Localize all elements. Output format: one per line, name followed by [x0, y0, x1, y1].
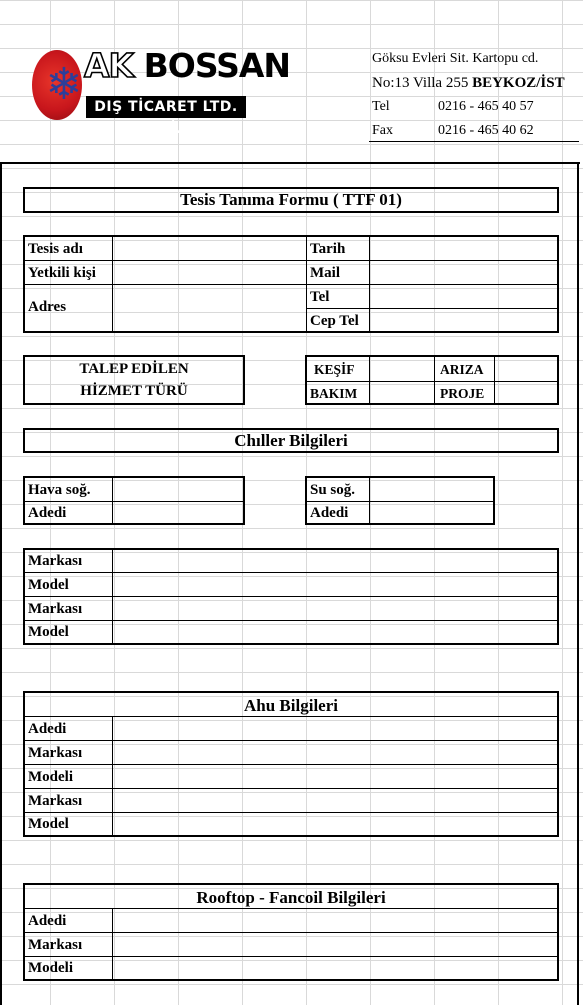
tel-field[interactable]: [371, 286, 557, 307]
mail-field[interactable]: [371, 262, 557, 283]
su-sog-field[interactable]: [371, 478, 493, 500]
tesis-adi-field[interactable]: [114, 237, 305, 259]
address-line-1: Göksu Evleri Sit. Kartopu cd.: [372, 51, 539, 66]
hava-sog-label: Hava soğ.: [28, 482, 91, 498]
address-line-2: [372, 75, 565, 92]
ahu-title: Ahu Bilgileri: [244, 696, 338, 715]
ahu-row-divider: [23, 812, 559, 813]
chiller-model-1-field[interactable]: [114, 574, 557, 595]
info-row-divider: [112, 284, 306, 285]
ahu-markasi-1-label: Markası: [28, 745, 83, 761]
chiller-markasi-2-label: Markası: [28, 601, 83, 617]
rooftop-row-divider: [23, 908, 559, 909]
ahu-markasi-1-field[interactable]: [114, 742, 557, 763]
service-col-divider: [434, 355, 435, 405]
form-title: Tesis Tanıma Formu ( TTF 01): [180, 190, 402, 209]
frame-top: [0, 162, 580, 164]
ariza-label: ARIZA: [440, 362, 484, 377]
rooftop-markasi-label: Markası: [28, 937, 83, 953]
fax-label: Fax: [372, 123, 393, 138]
ahu-adedi-label: Adedi: [28, 721, 67, 737]
ahu-row-divider: [23, 788, 559, 789]
su-sog-row-divider: [305, 501, 495, 502]
tel-value: 0216 - 465 40 57: [438, 99, 534, 114]
ariza-checkbox[interactable]: [496, 357, 557, 380]
chiller-model-2-label: Model: [28, 624, 69, 640]
rooftop-modeli-field[interactable]: [114, 958, 557, 979]
info-row-divider: [23, 284, 112, 285]
yetkili-kisi-label: Yetkili kişi: [28, 265, 96, 281]
service-type-label-2: HİZMET TÜRÜ: [80, 383, 188, 399]
ahu-row-divider: [23, 764, 559, 765]
ahu-row-divider: [23, 740, 559, 741]
chiller-markasi-2-field[interactable]: [114, 598, 557, 619]
cep-tel-field[interactable]: [371, 310, 557, 331]
chiller-markasi-1-label: Markası: [28, 553, 83, 569]
chiller-model-2-field[interactable]: [114, 622, 557, 643]
adres-label: Adres: [28, 299, 67, 315]
chiller-row-divider: [23, 596, 559, 597]
rooftop-col-divider: [112, 908, 113, 980]
logo-ak: AK: [84, 46, 134, 85]
company-logo: [84, 46, 290, 85]
su-adedi-label: Adedi: [310, 505, 349, 521]
fax-value: 0216 - 465 40 62: [438, 123, 534, 138]
su-adedi-field[interactable]: [371, 503, 493, 523]
snowflake-icon: ❄: [45, 59, 83, 110]
tel-field-label: Tel: [310, 289, 330, 305]
rooftop-row-divider: [23, 956, 559, 957]
ahu-row-divider: [23, 716, 559, 717]
info-row-divider: [23, 260, 559, 261]
rooftop-adedi-field[interactable]: [114, 910, 557, 931]
chiller-markasi-1-field[interactable]: [114, 550, 557, 571]
cep-tel-label: Cep Tel: [310, 313, 359, 329]
ahu-model-field[interactable]: [114, 814, 557, 835]
rooftop-row-divider: [23, 932, 559, 933]
mail-label: Mail: [310, 265, 340, 281]
adres-field[interactable]: [114, 286, 305, 331]
service-row-divider: [305, 381, 559, 382]
info-row-divider: [306, 284, 559, 285]
service-type-label-1: TALEP EDİLEN: [79, 361, 189, 377]
ahu-adedi-field[interactable]: [114, 718, 557, 739]
chiller-row-divider: [23, 572, 559, 573]
proje-label: PROJE: [440, 386, 485, 401]
frame-right: [577, 162, 579, 1005]
ahu-markasi-2-field[interactable]: [114, 790, 557, 811]
address-line-2-prefix: No:13 Villa 255: [372, 75, 473, 91]
bakim-label: BAKIM: [310, 386, 358, 401]
rooftop-markasi-field[interactable]: [114, 934, 557, 955]
logo-subtitle: DIŞ TİCARET LTD. ŞTİ.: [86, 96, 246, 118]
hava-sog-field[interactable]: [114, 478, 243, 500]
chiller-model-1-label: Model: [28, 577, 69, 593]
address-city: BEYKOZ/İST: [472, 75, 565, 91]
ahu-modeli-field[interactable]: [114, 766, 557, 787]
su-sog-label: Su soğ.: [310, 482, 356, 498]
hava-adedi-field[interactable]: [114, 503, 243, 523]
service-col-divider: [494, 355, 495, 405]
hava-adedi-label: Adedi: [28, 505, 67, 521]
bakim-checkbox[interactable]: [371, 383, 433, 403]
kesif-checkbox[interactable]: [371, 357, 433, 380]
logo-bossan: BOSSAN: [143, 46, 291, 85]
yetkili-kisi-field[interactable]: [114, 262, 305, 283]
ahu-col-divider: [112, 716, 113, 836]
header-divider: [369, 141, 579, 142]
chiller-title: Chıller Bilgileri: [234, 431, 348, 450]
kesif-label: KEŞİF: [314, 362, 355, 377]
rooftop-adedi-label: Adedi: [28, 913, 67, 929]
hava-sog-row-divider: [23, 501, 245, 502]
ahu-model-label: Model: [28, 816, 69, 832]
proje-checkbox[interactable]: [496, 383, 557, 403]
tarih-field[interactable]: [371, 237, 557, 259]
ahu-modeli-label: Modeli: [28, 769, 73, 785]
info-row-divider: [306, 308, 559, 309]
rooftop-modeli-label: Modeli: [28, 960, 73, 976]
tesis-adi-label: Tesis adı: [28, 241, 83, 257]
tel-label: Tel: [372, 99, 390, 114]
frame-left: [0, 162, 2, 1005]
ahu-markasi-2-label: Markası: [28, 793, 83, 809]
service-col-divider: [369, 355, 370, 405]
rooftop-title: Rooftop - Fancoil Bilgileri: [196, 888, 386, 907]
tarih-label: Tarih: [310, 241, 346, 257]
chiller-row-divider: [23, 620, 559, 621]
